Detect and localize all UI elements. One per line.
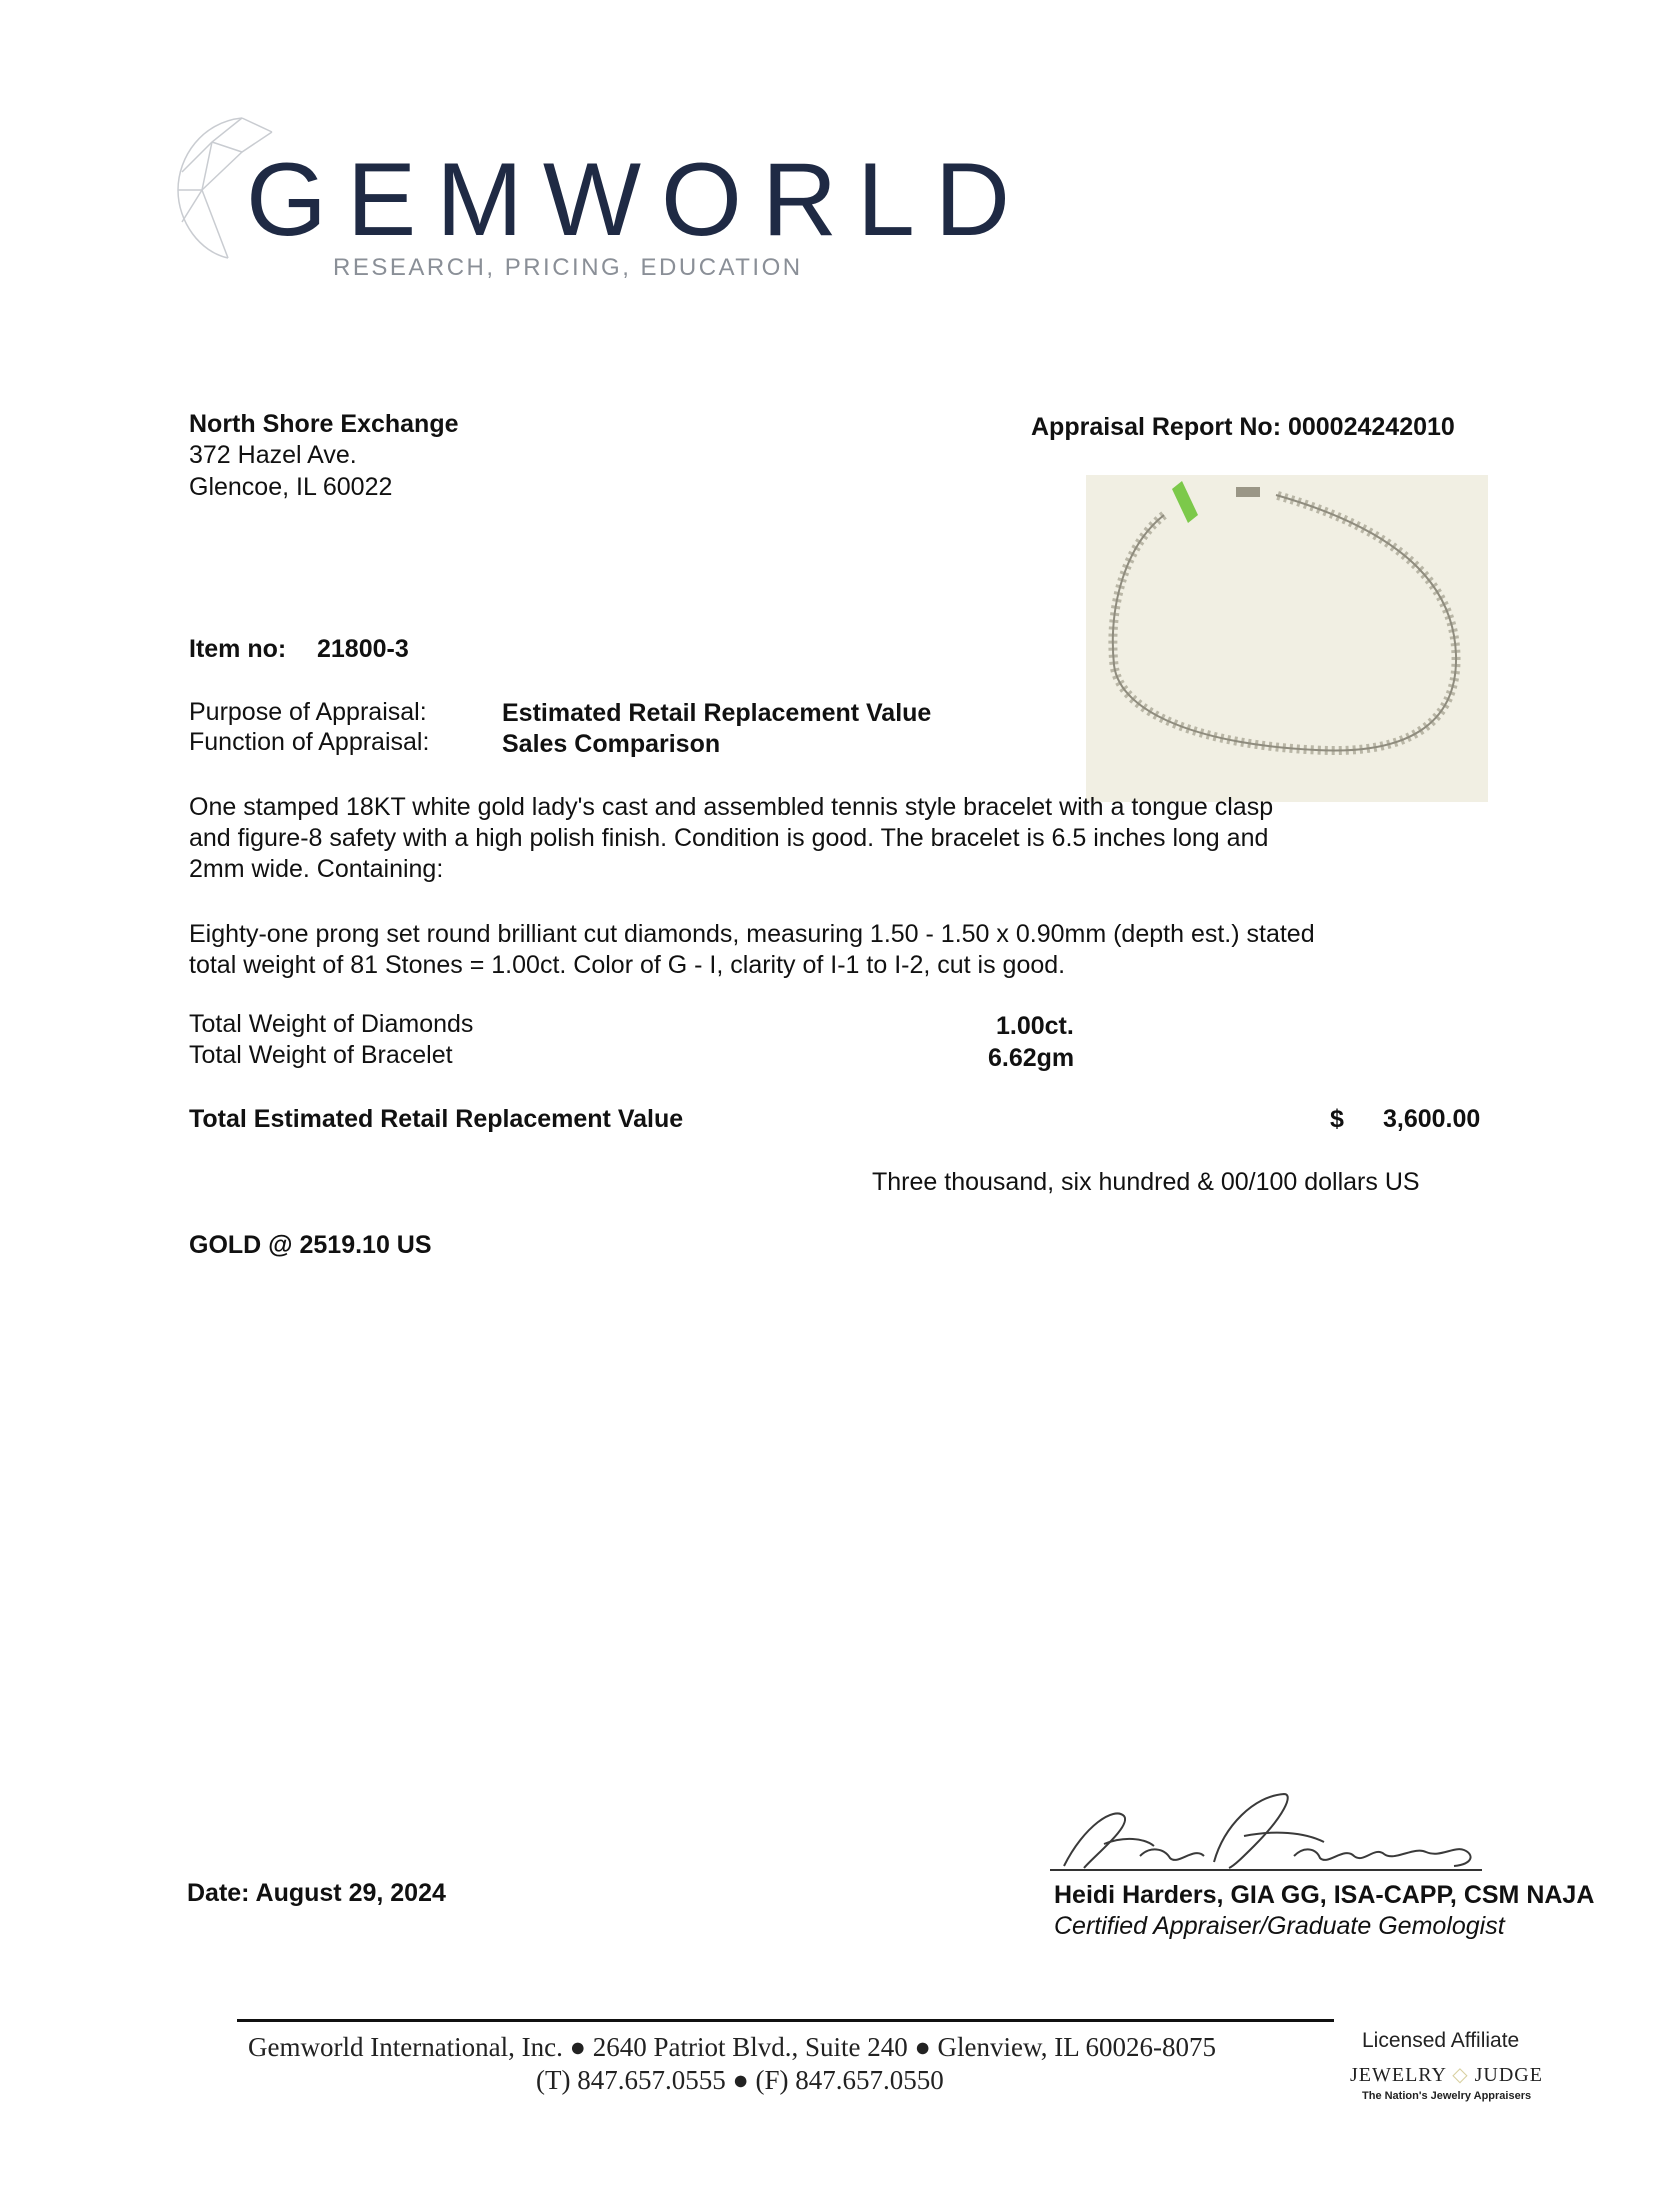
description-line-2: and figure-8 safety with a high polish finish. Condition is good. The bracelet is 6.5 inches long and (189, 824, 1269, 852)
gemworld-logo-wordmark: GEMWORLD (246, 142, 1030, 258)
purpose-label: Purpose of Appraisal: (189, 698, 427, 726)
tennis-bracelet-photo (1086, 475, 1488, 802)
report-date: Date: August 29, 2024 (187, 1879, 446, 1907)
description-line-1: One stamped 18KT white gold lady's cast and assembled tennis style bracelet with a tongue clasp (189, 793, 1274, 821)
affiliate-diamond-icon: ◇ (1452, 2064, 1469, 2086)
item-description (189, 792, 1449, 885)
function-value: Sales Comparison (502, 730, 721, 758)
total-amount: 3,600.00 (1383, 1105, 1481, 1133)
appraiser-title: Certified Appraiser/Graduate Gemologist (1054, 1912, 1505, 1940)
diamond-weight-value: 1.00ct. (996, 1012, 1074, 1040)
signature-line (1050, 1869, 1482, 1871)
affiliate-title: Licensed Affiliate (1362, 2029, 1520, 2052)
item-number-value: 21800-3 (317, 635, 409, 663)
bracelet-weight-label: Total Weight of Bracelet (189, 1041, 453, 1069)
total-in-words: Three thousand, six hundred & 00/100 dollars US (872, 1168, 1420, 1196)
affiliate-brand-right: JUDGE (1474, 2064, 1543, 2086)
total-currency: $ (1330, 1105, 1344, 1133)
description-line-3: 2mm wide. Containing: (189, 855, 444, 883)
footer-address: Gemworld International, Inc. ● 2640 Patriot Blvd., Suite 240 ● Glenview, IL 60026-8075 (248, 2032, 1216, 2062)
item-number-label: Item no: (189, 635, 287, 663)
function-label: Function of Appraisal: (189, 728, 430, 756)
diamond-line-2: total weight of 81 Stones = 1.00ct. Color of G - I, clarity of I-1 to I-2, cut is good. (189, 951, 1066, 979)
client-name: North Shore Exchange (189, 410, 459, 438)
client-address-line2: Glencoe, IL 60022 (189, 473, 393, 501)
appraiser-name: Heidi Harders, GIA GG, ISA-CAPP, CSM NAJA (1054, 1881, 1595, 1909)
affiliate-subtitle: The Nation's Jewelry Appraisers (1362, 2090, 1532, 2102)
diamond-line-1: Eighty-one prong set round brilliant cut diamonds, measuring 1.50 - 1.50 x 0.90mm (depth est.) stated (189, 920, 1315, 948)
purpose-value: Estimated Retail Replacement Value (502, 699, 932, 727)
footer-phone: (T) 847.657.0555 ● (F) 847.657.0550 (536, 2065, 944, 2095)
client-address-line1: 372 Hazel Ave. (189, 441, 357, 469)
footer-rule (237, 2019, 1334, 2022)
affiliate-brand (1350, 2062, 1543, 2087)
logo-tagline: RESEARCH, PRICING, EDUCATION (333, 254, 803, 281)
bracelet-weight-value: 6.62gm (988, 1044, 1075, 1072)
diamond-weight-label: Total Weight of Diamonds (189, 1010, 474, 1038)
appraiser-signature (1054, 1786, 1494, 1882)
affiliate-brand-left: JEWELRY (1350, 2064, 1447, 2086)
diamond-description (189, 919, 1449, 981)
report-number: Appraisal Report No: 000024242010 (1031, 413, 1455, 441)
gold-price: GOLD @ 2519.10 US (189, 1231, 432, 1259)
total-value-label: Total Estimated Retail Replacement Value (189, 1105, 684, 1133)
